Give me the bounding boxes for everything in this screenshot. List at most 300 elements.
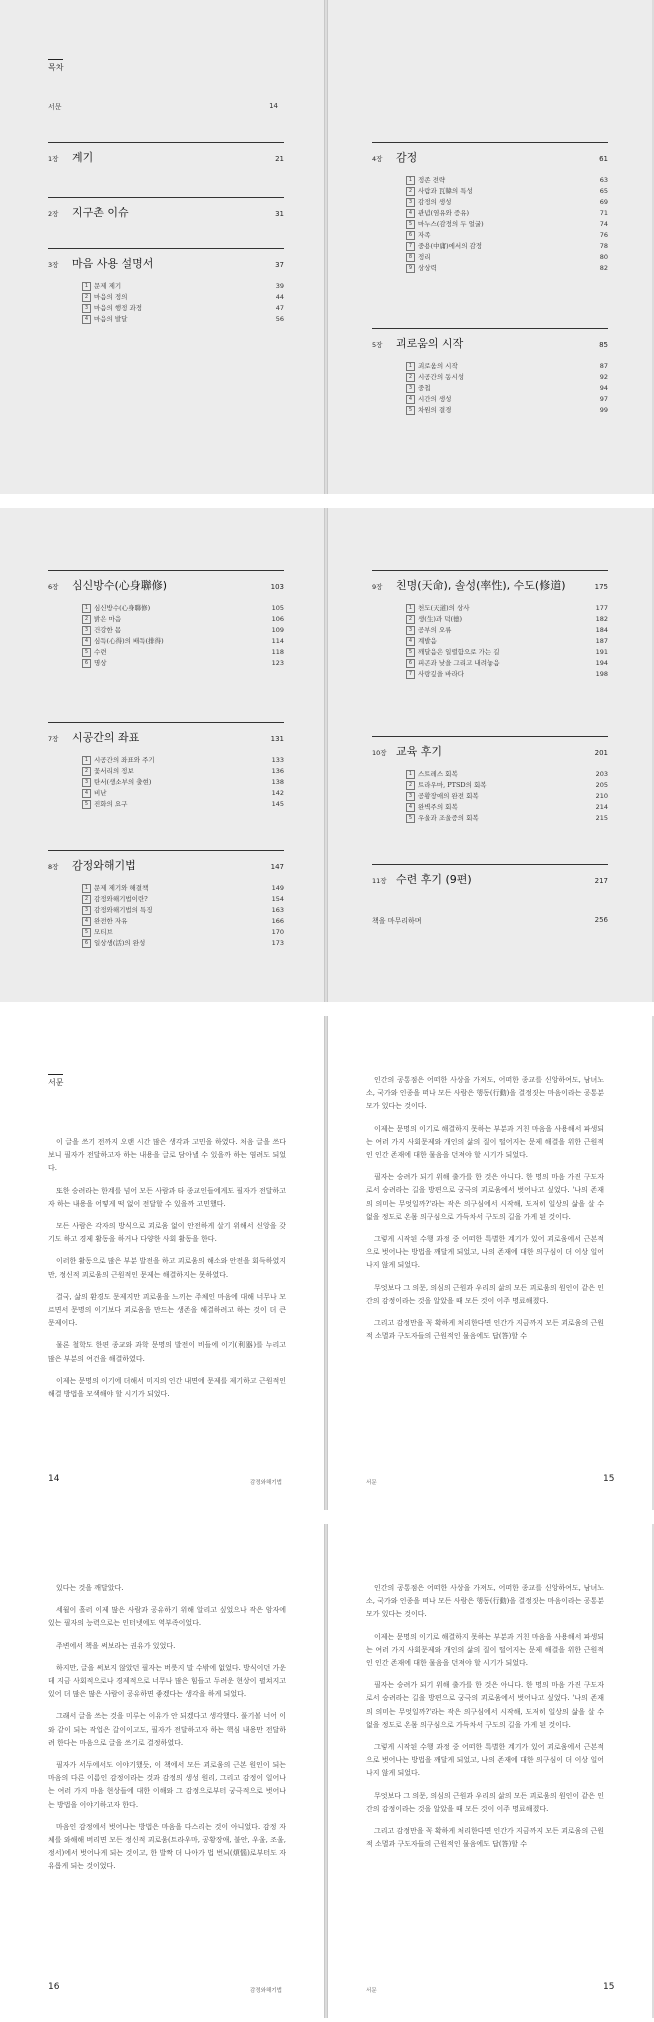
- subitem-title: 공황장애의 완전 회복: [418, 792, 479, 800]
- toc-subitem[interactable]: [406, 197, 608, 208]
- toc-subitem[interactable]: [82, 625, 284, 636]
- subitem-title: 천도(天道)의 상사: [418, 604, 470, 612]
- toc-subitem[interactable]: [406, 647, 608, 658]
- subitem-page-number: 163: [271, 906, 284, 914]
- body-paragraph: 이러한 활동으로 많은 부분 발전을 하고 괴로움의 해소와 안전을 회득하였지만, 정신적 괴로움의 근원적인 문제는 해결하지는 못하였다.: [48, 1257, 286, 1279]
- subitem-page-number: 99: [599, 406, 608, 414]
- body-paragraph: 있다는 것을 깨달았다.: [56, 1584, 124, 1592]
- subitem-title: 심신방수(心身聯修): [94, 604, 151, 612]
- subitem-number-box: 2: [82, 293, 91, 302]
- subitem-page-number: 82: [599, 264, 608, 272]
- toc-subitem[interactable]: [82, 292, 284, 303]
- toc-chapter[interactable]: [48, 142, 284, 165]
- chapter-page-number: 31: [275, 210, 284, 218]
- subitem-page-number: 92: [599, 373, 608, 381]
- subitem-number-box: 4: [406, 395, 415, 404]
- chapter-number: 5장: [372, 341, 383, 349]
- subitem-number-box: 3: [406, 384, 415, 393]
- subitem-number-box: 8: [406, 253, 415, 262]
- subitem-number-box: 2: [406, 373, 415, 382]
- chapter-heading: [372, 570, 608, 593]
- toc-back-matter: [372, 916, 608, 926]
- toc-subitem[interactable]: [406, 186, 608, 197]
- chapter-title: 계기: [72, 151, 94, 164]
- toc-chapter[interactable]: [372, 142, 608, 274]
- body-paragraph: 필자는 승려가 되기 위해 출가를 한 것은 아니다. 한 명의 마음 가진 구도자로서 승려라는 길을 방편으로 궁극의 괴로움에서 벗어나고 싶었다. '나의 존재의 의미는 무엇일까?'라는 작은 의구심에서 시작해, 도저히 일상의 삶을 살 수 없을 정도로 온몸 의구심으로 가득차서 구도의 길을 가게 된 것이다.: [366, 1681, 604, 1729]
- subitem-number-box: 5: [406, 648, 415, 657]
- toc-subitem[interactable]: [82, 314, 284, 325]
- chapter-number: 6장: [48, 583, 59, 591]
- subitem-title: 마음의 발달: [94, 315, 128, 323]
- body-paragraph: 주변에서 책을 써보라는 권유가 있었다.: [56, 1641, 176, 1650]
- body-paragraph: 그래서 글을 쓰는 것을 미루는 이유가 안 되겠다고 생각했다. 풀기볼 너어 이와 같이 되는 작업은 갈이이고도, 필자가 전달하고자 하는 핵심 내용만 전달하려 한다는 마음으로 글을 쓰기로 결정하였다.: [48, 1712, 286, 1747]
- body-paragraph: 그렇게 시작된 수행 과정 중 어떠한 특별한 계기가 있어 괴로움에서 근본적으로 벗어나는 방법을 깨달게 되었고, 나의 존재에 대한 의구심이 더 이상 일어나지 않게 되었다.: [366, 1743, 604, 1778]
- subitem-page-number: 87: [599, 362, 608, 370]
- section-label: 서문: [48, 1074, 63, 1088]
- chapter-number: 1장: [48, 155, 59, 163]
- chapter-heading: [372, 328, 608, 351]
- toc-subitem[interactable]: [82, 303, 284, 314]
- running-head-right-1: 서문: [366, 1480, 377, 1486]
- subitem-page-number: 106: [271, 615, 284, 623]
- chapter-page-number: 85: [599, 341, 608, 349]
- toc-subitem[interactable]: [406, 241, 608, 252]
- body-paragraph: 이제는 문명의 이기로 해결하지 못하는 부분과 거친 마음을 사용해서 파생되는 여러 가지 사회문제와 개인의 삶의 질이 떨어지는 문제 해결을 위한 근원적인 인간 존재에 대한 물음을 던져야 할 시기가 되었다.: [366, 1632, 604, 1668]
- toc-subitem[interactable]: [406, 208, 608, 219]
- subitem-page-number: 136: [271, 767, 284, 775]
- toc-subitem[interactable]: [82, 894, 284, 905]
- subitem-title: 감정와해기법이란?: [94, 895, 148, 903]
- subitem-number-box: 4: [82, 637, 91, 646]
- subitem-title: 완벽주의 회복: [418, 803, 458, 811]
- chapter-heading: [48, 850, 284, 873]
- subitem-title: 생(生)과 덕(德): [418, 615, 463, 623]
- subitem-title: 공부의 오류: [418, 626, 452, 634]
- subitem-number-box: 3: [82, 626, 91, 635]
- subitem-page-number: 194: [595, 659, 608, 667]
- toc-subitem[interactable]: [406, 658, 608, 669]
- chapter-page-number: 175: [594, 583, 608, 591]
- chapter-page-number: 201: [594, 749, 608, 757]
- subitem-title: 심득(心得)의 배득(排得): [94, 637, 164, 645]
- body-paragraph: 또한 승려라는 한계를 넘어 모든 사람과 타 종교인들에게도 필자가 전달하고자 하는 내용을 어떻게 떡 없이 전달할 수 있을까 고민했다.: [48, 1186, 286, 1208]
- subitem-number-box: 2: [406, 615, 415, 624]
- page-number-15-repeat: 15: [603, 1982, 615, 1992]
- chapter-title: 교육 후기: [396, 745, 443, 758]
- subitem-title: 깨달음은 일렬함으로 가는 길: [418, 648, 500, 656]
- body-paragraph: 인간의 공통점은 어떠한 사상을 가져도, 어떠한 종교를 신앙하여도, 남녀노소, 국가와 인종을 떠나 모든 사람은 행동(行動)을 결정짓는 마음이라는 공통분모가 있다는 것이다.: [366, 1076, 604, 1111]
- body-paragraph: 마음인 감정에서 벗어나는 방법은 마음을 다스리는 것이 아니었다. 감정 자체를 와해해 버리면 모든 정신적 괴로움(트라우마, 공황장애, 불안, 우울, 조울, 정서)에서 벗어나게 되는 것이고, 한 발짝 더 나아가 법 번뇌(煩惱)로부터도 자유롭게 되는 것이었다.: [48, 1822, 286, 1871]
- subitem-title: 시공간의 동시성: [418, 373, 465, 381]
- toc-subitem[interactable]: [406, 394, 608, 405]
- toc-subitem[interactable]: [82, 905, 284, 916]
- subitem-page-number: 56: [275, 315, 284, 323]
- page-number-16: 16: [48, 1982, 60, 1992]
- body-paragraph: 하지만, 글을 써보지 않았던 필자는 버릇지 말 수밖에 없었다. 방식이던 가운데 지금 사회적으로나 경제적으로 너무나 많은 힘들고 두려운 현상이 펼쳐지고 있어 더 많은 많은 사람이 공유하면 좋겠다는 생각을 하게 되었다.: [48, 1663, 286, 1699]
- chapter-heading: [48, 142, 284, 165]
- chapter-page-number: 217: [594, 877, 608, 885]
- toc-subitem[interactable]: [82, 883, 284, 894]
- subitem-number-box: 5: [406, 814, 415, 823]
- toc-chapter[interactable]: [48, 197, 284, 220]
- chapter-heading: [48, 570, 284, 593]
- subitem-title: 정존 전략: [418, 176, 446, 184]
- subitem-title: 차원의 결경: [418, 406, 452, 414]
- subitem-page-number: 74: [599, 220, 608, 228]
- subitem-page-number: 133: [271, 756, 284, 764]
- toc-subitem[interactable]: [82, 766, 284, 777]
- chapter-heading: [48, 722, 284, 745]
- chapter-subitems: [406, 603, 608, 680]
- toc-subitem[interactable]: [406, 383, 608, 394]
- subitem-number-box: 3: [406, 198, 415, 207]
- subitem-number-box: 4: [406, 637, 415, 646]
- subitem-title: 수련: [94, 648, 107, 656]
- subitem-number-box: 1: [406, 770, 415, 779]
- subitem-page-number: 215: [595, 814, 608, 822]
- chapter-title: 시공간의 좌표: [72, 731, 140, 744]
- subitem-number-box: 4: [406, 803, 415, 812]
- toc-subitem[interactable]: [82, 916, 284, 927]
- subitem-title: 탄서(생소부의 출현): [94, 778, 152, 786]
- subitem-title: 마음의 정의: [94, 293, 128, 301]
- chapter-heading: [372, 142, 608, 165]
- subitem-title: 관념(염유와 증유): [418, 209, 470, 217]
- chapter-number: 7장: [48, 735, 59, 743]
- back-matter-title: 책을 마무리하며: [372, 917, 422, 925]
- subitem-page-number: 65: [599, 187, 608, 195]
- subitem-page-number: 145: [271, 800, 284, 808]
- chapter-subitems: [82, 883, 284, 949]
- chapter-page-number: 61: [599, 155, 608, 163]
- subitem-page-number: 154: [271, 895, 284, 903]
- subitem-title: 마누스(감정의 두 얼굴): [418, 220, 484, 228]
- subitem-page-number: 170: [271, 928, 284, 936]
- subitem-title: 피곤과 낮을 그리고 내려놓음: [418, 659, 500, 667]
- subitem-page-number: 69: [599, 198, 608, 206]
- subitem-title: 트라우마, PTSD의 회복: [418, 781, 487, 789]
- subitem-number-box: 6: [406, 659, 415, 668]
- subitem-number-box: 1: [406, 362, 415, 371]
- toc-subitem[interactable]: [82, 658, 284, 669]
- subitem-page-number: 76: [599, 231, 608, 239]
- toc-subitem[interactable]: [406, 405, 608, 416]
- subitem-number-box: 5: [82, 928, 91, 937]
- subitem-number-box: 6: [82, 659, 91, 668]
- toc-chapter[interactable]: [48, 850, 284, 949]
- subitem-title: 건강한 몸: [94, 626, 122, 634]
- chapter-subitems: [406, 361, 608, 416]
- subitem-title: 스트레스 회복: [418, 770, 458, 778]
- chapter-number: 9장: [372, 583, 383, 591]
- chapter-subitems: [82, 755, 284, 810]
- subitem-number-box: 2: [406, 781, 415, 790]
- toc-subitem[interactable]: [406, 813, 608, 824]
- toc-subitem[interactable]: [82, 799, 284, 810]
- subitem-page-number: 123: [271, 659, 284, 667]
- subitem-page-number: 114: [271, 637, 284, 645]
- subitem-number-box: 2: [82, 615, 91, 624]
- subitem-number-box: 2: [406, 187, 415, 196]
- body-page-15-repeat: [327, 1524, 652, 2018]
- toc-chapter[interactable]: [372, 328, 608, 416]
- toc-subitem[interactable]: [82, 603, 284, 614]
- subitem-page-number: 78: [599, 242, 608, 250]
- chapter-page-number: 21: [275, 155, 284, 163]
- toc-subitem[interactable]: [82, 927, 284, 938]
- chapter-page-number: 147: [270, 863, 284, 871]
- subitem-page-number: 94: [599, 384, 608, 392]
- subitem-page-number: 184: [595, 626, 608, 634]
- subitem-number-box: 3: [82, 778, 91, 787]
- chapter-heading: [48, 197, 284, 220]
- subitem-page-number: 71: [599, 209, 608, 217]
- running-head-left-1: 감정와해기법: [250, 1480, 282, 1486]
- page-number-15: 15: [603, 1474, 615, 1484]
- chapter-title: 감정와해기법: [72, 859, 136, 872]
- toc-subitem[interactable]: [406, 780, 608, 791]
- body-paragraph: 필자는 승려가 되기 위해 출가를 한 것은 아니다. 한 명의 마음 가진 구도자로서 승려라는 길을 방편으로 궁극의 괴로움에서 벗어나고 싶었다. '나의 존재의 의미는 무엇일까?'라는 작은 의구심에서 시작해, 도저히 일상의 삶을 살 수 없을 정도로 온몸 의구심으로 가득차서 구도의 길을 가게 된 것이다.: [366, 1173, 604, 1221]
- chapter-title: 수련 후기 (9편): [396, 873, 472, 886]
- subitem-title: 감정의 생성: [418, 198, 452, 206]
- toc-chapter[interactable]: [48, 570, 284, 669]
- subitem-page-number: 182: [595, 615, 608, 623]
- toc-subitem[interactable]: [82, 614, 284, 625]
- subitem-number-box: 1: [82, 282, 91, 291]
- page-number-14: 14: [48, 1474, 60, 1484]
- subitem-page-number: 142: [271, 789, 284, 797]
- body-paragraph: 무엇보다 그 의문, 의심의 근원과 우리의 삶의 모든 괴로움의 원인이 같은 인간의 감정이라는 것을 알았을 때 모든 것이 이주 명료해졌다.: [366, 1791, 604, 1813]
- subitem-page-number: 109: [271, 626, 284, 634]
- chapter-title: 괴로움의 시작: [396, 337, 464, 350]
- body-text-left-1: [48, 1136, 286, 1410]
- running-head-left-2: 감정와해기법: [250, 1988, 282, 1994]
- chapter-number: 2장: [48, 210, 59, 218]
- body-paragraph: 결국, 삶의 환경도 문제지만 괴로움을 느끼는 주체인 마음에 대해 너무나 모르면서 문명의 이기보다 괴로움을 만드는 생존을 해결하려고 하는 것이 더 큰 문제이다.: [48, 1292, 286, 1328]
- spread-body-1: [0, 1016, 654, 1510]
- toc-chapter[interactable]: [372, 864, 608, 887]
- subitem-page-number: 80: [599, 253, 608, 261]
- body-paragraph: 그리고 감정만을 꼭 확하게 처리한다면 인간가 지금까지 모든 괴로움의 근원적 소멸과 구도자들의 근원적인 물음에도 답(答)할 수: [366, 1827, 604, 1849]
- body-paragraph: 이제는 문명의 이기에 더해서 미지의 인간 내면에 문제를 제기하고 근원적인 해결 방법을 모색해야 할 시기가 되었다.: [48, 1376, 286, 1399]
- chapter-number: 10장: [372, 749, 387, 757]
- toc-subitem[interactable]: [82, 281, 284, 292]
- chapter-number: 3장: [48, 261, 59, 269]
- body-paragraph: 모든 사람은 각자의 방식으로 괴로움 없이 안전하게 살기 위해서 신앙을 갖기도 하고 경제 활동을 하거나 다양한 사회 활동을 한다.: [48, 1222, 286, 1244]
- subitem-title: 진화의 요구: [94, 800, 128, 808]
- chapter-title: 감정: [396, 151, 418, 164]
- chapter-number: 11장: [372, 877, 387, 885]
- subitem-page-number: 187: [595, 637, 608, 645]
- subitem-title: 꽃서리의 정보: [94, 767, 134, 775]
- toc-subitem[interactable]: [82, 777, 284, 788]
- subitem-page-number: 138: [271, 778, 284, 786]
- subitem-title: 시공간의 좌표와 주기: [94, 756, 155, 764]
- subitem-title: 일상생(活)의 완성: [94, 939, 146, 947]
- subitem-title: 정리: [418, 253, 431, 261]
- chapter-page-number: 103: [270, 583, 284, 591]
- toc-subitem[interactable]: [406, 669, 608, 680]
- running-head-right-2: 서문: [366, 1988, 377, 1994]
- subitem-page-number: 214: [595, 803, 608, 811]
- chapter-subitems: [406, 769, 608, 824]
- subitem-page-number: 105: [271, 604, 284, 612]
- subitem-page-number: 166: [271, 917, 284, 925]
- toc-subitem[interactable]: [82, 788, 284, 799]
- toc-chapter[interactable]: [48, 248, 284, 325]
- subitem-page-number: 173: [271, 939, 284, 947]
- toc-subitem[interactable]: [406, 230, 608, 241]
- subitem-number-box: 3: [406, 626, 415, 635]
- subitem-number-box: 5: [406, 220, 415, 229]
- body-text-right-2: [366, 1582, 604, 1860]
- body-paragraph: 세월이 흘러 이제 많은 사람과 공유하기 위해 알리고 싶었으나 작은 암자에 있는 필자의 능력으로는 인터넷에도 역부족이었다.: [48, 1606, 286, 1628]
- body-page-16: [0, 1524, 325, 2018]
- chapter-subitems: [82, 603, 284, 669]
- toc-subitem[interactable]: [82, 755, 284, 766]
- subitem-page-number: 149: [271, 884, 284, 892]
- chapter-number: 4장: [372, 155, 383, 163]
- body-paragraph: 인간의 공통점은 어떠한 사상을 가져도, 어떠한 종교를 신앙하여도, 남녀노소, 국가와 인종을 떠나 모든 사람은 행동(行動)을 결정짓는 마음이라는 공통분모가 있다는 것이다.: [366, 1584, 604, 1619]
- subitem-page-number: 97: [599, 395, 608, 403]
- body-text-right-1: [366, 1074, 604, 1352]
- toc-subitem[interactable]: [406, 219, 608, 230]
- chapter-page-number: 37: [275, 261, 284, 269]
- subitem-title: 시간의 생성: [418, 395, 452, 403]
- body-paragraph: 그리고 감정만을 꼭 확하게 처리한다면 인간가 지금까지 모든 괴로움의 근원적 소멸과 구도자들의 근원적인 물음에도 답(答)할 수: [366, 1319, 604, 1341]
- chapter-title: 마음 사용 설명서: [72, 257, 154, 270]
- body-text-left-2: [48, 1582, 286, 1883]
- body-paragraph: 이 글을 쓰기 전까지 오랜 시간 많은 생각과 고민을 하였다. 처음 글을 쓰다 보니 필자가 전달하고자 하는 내용을 글로 담아낼 수 있을까 하는 염려도 되었다.: [48, 1138, 286, 1173]
- subitem-page-number: 205: [595, 781, 608, 789]
- toc-subitem[interactable]: [406, 263, 608, 274]
- toc-subitem[interactable]: [82, 636, 284, 647]
- toc-subitem[interactable]: [82, 647, 284, 658]
- subitem-title: 중용(中庸)에서의 감정: [418, 242, 483, 250]
- toc-page-left-2: [0, 508, 325, 1002]
- subitem-number-box: 5: [82, 648, 91, 657]
- chapter-number: 8장: [48, 863, 59, 871]
- spread-toc-2: [0, 508, 654, 1002]
- spread-toc-1: [0, 0, 654, 494]
- chapter-page-number: 131: [270, 735, 284, 743]
- subitem-title: 계발음: [418, 637, 437, 645]
- subitem-number-box: 3: [82, 906, 91, 915]
- toc-subitem[interactable]: [406, 614, 608, 625]
- toc-subitem[interactable]: [406, 603, 608, 614]
- toc-subitem[interactable]: [82, 938, 284, 949]
- subitem-title: 마음의 행정 과정: [94, 304, 143, 312]
- toc-subitem[interactable]: [406, 175, 608, 186]
- spread-body-2: [0, 1524, 654, 2018]
- subitem-title: 명상: [94, 659, 107, 667]
- subitem-title: 비난: [94, 789, 107, 797]
- subitem-page-number: 44: [275, 293, 284, 301]
- subitem-title: 사랑깊을 바라다: [418, 670, 465, 678]
- body-paragraph: 필자가 서두에서도 이야기했듯, 이 책에서 모든 괴로움의 근본 원인이 되는 마음의 다른 이름인 감정이라는 것과 감정의 생성 원리, 그리고 감정이 일어나는 여러 가지 마음 현상들에 대한 이해와 그 감정으로부터 궁극적으로 벗어나는 방법을 이야기하고자 한다.: [48, 1761, 286, 1809]
- subitem-number-box: 1: [82, 604, 91, 613]
- chapter-title: 지구촌 이슈: [72, 206, 129, 219]
- chapter-heading: [48, 248, 284, 271]
- subitem-page-number: 198: [595, 670, 608, 678]
- toc-page-right-2: [327, 508, 652, 1002]
- back-matter-page: 256: [594, 916, 608, 924]
- subitem-title: 문제 제기: [94, 282, 122, 290]
- subitem-number-box: 1: [406, 604, 415, 613]
- subitem-title: 모티브: [94, 928, 113, 936]
- chapter-title: 친명(天命), 솔성(率性), 수도(修道): [396, 579, 566, 592]
- subitem-number-box: 2: [82, 895, 91, 904]
- toc-chapter[interactable]: [372, 736, 608, 824]
- toc-chapter[interactable]: [48, 722, 284, 810]
- body-paragraph: 이제는 문명의 이기로 해결하지 못하는 부분과 거친 마음을 사용해서 파생되는 여러 가지 사회문제와 개인의 삶의 질이 떨어지는 문제 해결을 위한 근원적인 인간 존재에 대한 물음을 던져야 할 시기가 되었다.: [366, 1124, 604, 1160]
- subitem-title: 우울과 조울증의 회복: [418, 814, 479, 822]
- toc-intro-title: 서문: [48, 103, 62, 111]
- toc-chapter[interactable]: [372, 570, 608, 680]
- toc-intro-page: 14: [269, 102, 278, 110]
- subitem-title: 자족: [418, 231, 431, 239]
- toc-page-right-1: [327, 0, 652, 494]
- subitem-number-box: 4: [406, 209, 415, 218]
- toc-subitem[interactable]: [406, 361, 608, 372]
- body-page-15: [327, 1016, 652, 1510]
- subitem-number-box: 5: [82, 800, 91, 809]
- body-paragraph: 그렇게 시작된 수행 과정 중 어떠한 특별한 계기가 있어 괴로움에서 근본적으로 벗어나는 방법을 깨달게 되었고, 나의 존재에 대한 의구심이 더 이상 일어나지 않게 되었다.: [366, 1235, 604, 1270]
- subitem-title: 감정와해기법의 특징: [94, 906, 153, 914]
- subitem-number-box: 1: [82, 884, 91, 893]
- chapter-heading: [372, 864, 608, 887]
- subitem-page-number: 177: [595, 604, 608, 612]
- subitem-title: 밝은 마음: [94, 615, 122, 623]
- subitem-number-box: 6: [82, 939, 91, 948]
- subitem-page-number: 63: [599, 176, 608, 184]
- toc-subitem[interactable]: [406, 625, 608, 636]
- subitem-number-box: 9: [406, 264, 415, 273]
- subitem-page-number: 210: [595, 792, 608, 800]
- subitem-title: 상상력: [418, 264, 437, 272]
- subitem-number-box: 3: [82, 304, 91, 313]
- toc-subitem[interactable]: [406, 372, 608, 383]
- toc-subitem[interactable]: [406, 802, 608, 813]
- subitem-number-box: 7: [406, 242, 415, 251]
- subitem-title: 괴로움의 시작: [418, 362, 458, 370]
- subitem-number-box: 7: [406, 670, 415, 679]
- chapter-title: 심신방수(心身聯修): [72, 579, 168, 592]
- subitem-title: 문제 제기와 해결책: [94, 884, 149, 892]
- chapter-subitems: [406, 175, 608, 274]
- toc-subitem[interactable]: [406, 769, 608, 780]
- toc-subitem[interactable]: [406, 252, 608, 263]
- toc-subitem[interactable]: [406, 791, 608, 802]
- subitem-number-box: 5: [406, 406, 415, 415]
- subitem-page-number: 39: [275, 282, 284, 290]
- toc-subitem[interactable]: [406, 636, 608, 647]
- subitem-page-number: 203: [595, 770, 608, 778]
- chapter-heading: [372, 736, 608, 759]
- subitem-title: 완전한 자유: [94, 917, 128, 925]
- chapter-subitems: [82, 281, 284, 325]
- subitem-number-box: 6: [406, 231, 415, 240]
- subitem-number-box: 2: [82, 767, 91, 776]
- body-paragraph: 물론 철학도 한편 종교와 과학 문명의 발전이 비들에 이기(利器)를 누리고 많은 부분의 여건을 해결하였다.: [48, 1341, 286, 1363]
- subitem-title: 중첩: [418, 384, 431, 392]
- toc-page-left-1: [0, 0, 325, 494]
- body-page-14: [0, 1016, 325, 1510]
- subitem-number-box: 4: [82, 789, 91, 798]
- subitem-page-number: 191: [595, 648, 608, 656]
- subitem-number-box: 1: [82, 756, 91, 765]
- subitem-title: 사람과 瓦韓의 특성: [418, 187, 473, 195]
